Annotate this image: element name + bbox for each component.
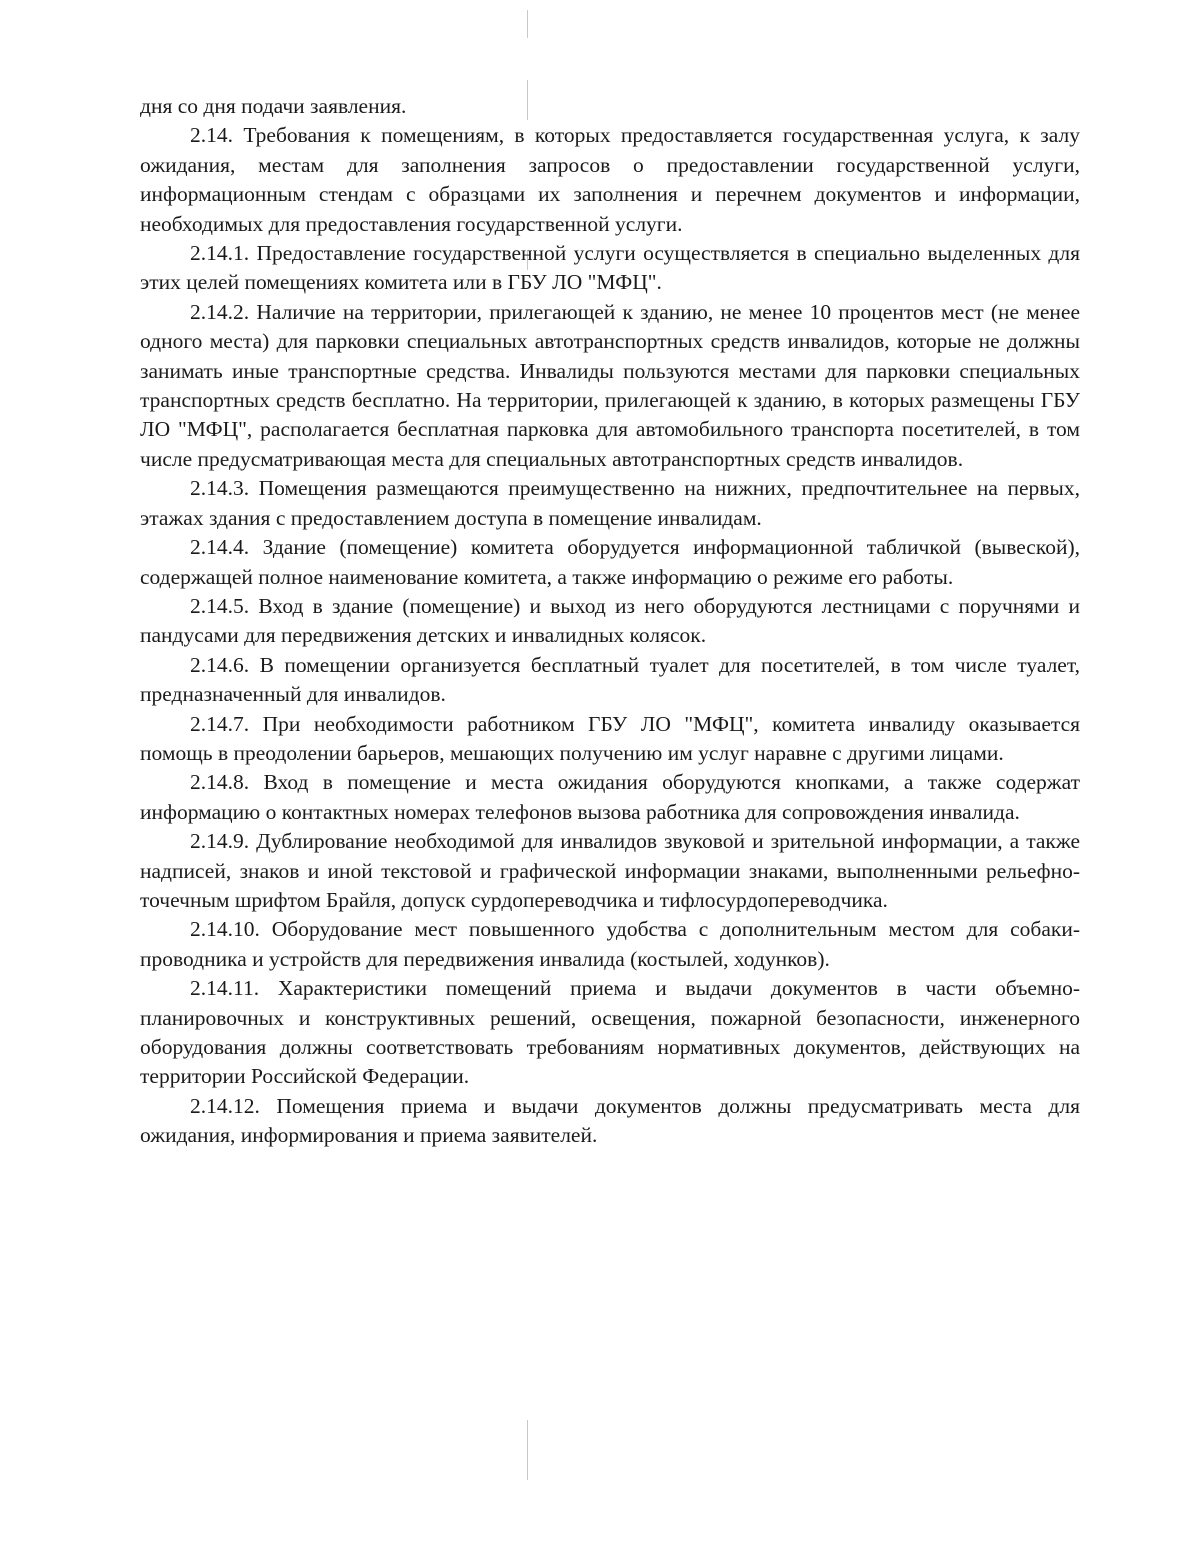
paragraph-2-14-3: 2.14.3. Помещения размещаются преимущественно на нижних, предпочтительнее на первых, этажах здания с предоставлением доступа в помещение инвалидам. <box>140 476 1080 530</box>
paragraph-2-14-12: 2.14.12. Помещения приема и выдачи документов должны предусматривать места для ожидания, информирования и приема заявителей. <box>140 1093 1080 1148</box>
paragraph-2-14: 2.14. Требования к помещениям, в которых предоставляется государственная услуга, к залу ожидания, местам для заполнения запросов о предоставлении государственной услуги, информационным стендам с образцами их заполнения и перечнем документов и информации, необходимых для предоставления государственной услуги. <box>140 123 1080 236</box>
paragraph-2-14-1: 2.14.1. Предоставление государственной услуги осуществляется в специально выделенных для этих целей помещениях комитета или в ГБУ ЛО "МФЦ". <box>140 241 1080 295</box>
scan-artifact-line <box>527 10 528 38</box>
paragraph-2-14-5: 2.14.5. Вход в здание (помещение) и выход из него оборудуются лестницами с поручнями и пандусами для передвижения детских и инвалидных колясок. <box>140 593 1080 648</box>
paragraph-2-14-7: 2.14.7. При необходимости работником ГБУ ЛО "МФЦ", комитета инвалиду оказывается помощь в преодолении барьеров, мешающих получению им услуг наравне с другими лицами. <box>140 711 1080 765</box>
paragraph-2-14-4: 2.14.4. Здание (помещение) комитета оборудуется информационной табличкой (вывеской), содержащей полное наименование комитета, а также информацию о режиме его работы. <box>140 535 1080 589</box>
paragraph-2-14-8: 2.14.8. Вход в помещение и места ожидания оборудуются кнопками, а также содержат информацию о контактных номерах телефонов вызова работника для сопровождения инвалида. <box>140 770 1080 824</box>
paragraph-2-14-10: 2.14.10. Оборудование мест повышенного удобства с дополнительным местом для собаки-проводника и устройств для передвижения инвалида (костылей, ходунков). <box>140 917 1080 971</box>
paragraph-continuation: дня со дня подачи заявления. <box>140 94 407 118</box>
paragraph-2-14-6: 2.14.6. В помещении организуется бесплатный туалет для посетителей, в том числе туалет, предназначенный для инвалидов. <box>140 652 1080 707</box>
document-body <box>140 92 1080 1151</box>
paragraph-2-14-11: 2.14.11. Характеристики помещений приема и выдачи документов в части объемно-планировочных и конструктивных решений, освещения, пожарной безопасности, инженерного оборудования должны соответствовать требованиям нормативных документов, действующих на территории Российской Федерации. <box>140 976 1080 1089</box>
scan-artifact-line <box>527 1420 528 1480</box>
paragraph-2-14-9: 2.14.9. Дублирование необходимой для инвалидов звуковой и зрительной информации, а также надписей, знаков и иной текстовой и графической информации знаками, выполненными рельефно-точечным шрифтом Брайля, допуск сурдопереводчика и тифлосурдопереводчика. <box>140 829 1080 912</box>
paragraph-2-14-2: 2.14.2. Наличие на территории, прилегающей к зданию, не менее 10 процентов мест (не менее одного места) для парковки специальных автотранспортных средств инвалидов, которые не должны занимать иные транспортные средства. Инвалиды пользуются местами для парковки специальных транспортных средств бесплатно. На территории, прилегающей к зданию, в которых размещены ГБУ ЛО "МФЦ", располагается бесплатная парковка для автомобильного транспорта посетителей, в том числе предусматривающая места для специальных автотранспортных средств инвалидов. <box>140 299 1080 471</box>
